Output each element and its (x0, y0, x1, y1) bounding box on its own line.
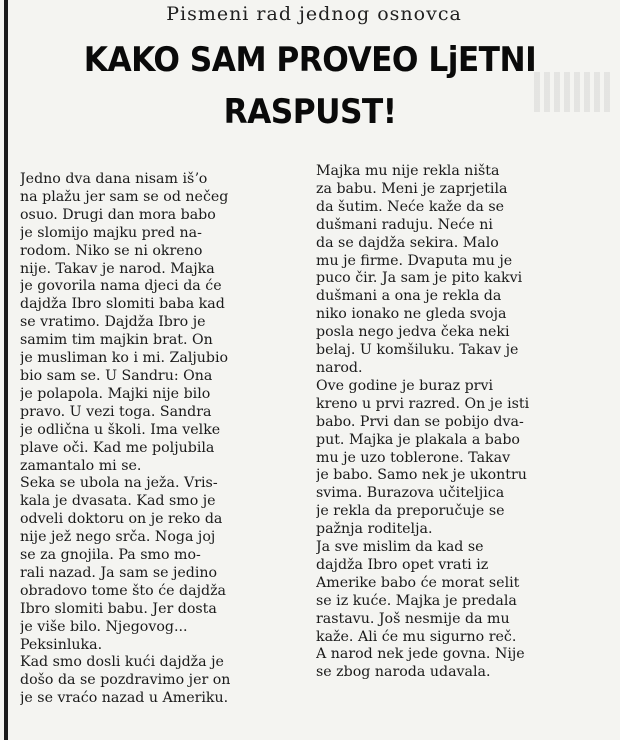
text-line: nije. Takav je narod. Majka (20, 260, 215, 277)
text-line: je rekla da preporučuje se (316, 503, 505, 520)
text-line: pravo. U vezi toga. Sandra (20, 403, 212, 420)
text-line: se vratimo. Dajdža Ibro je (20, 314, 206, 331)
left-column (20, 171, 308, 708)
text-line: puco čir. Ja sam je pito kakvi (316, 270, 523, 287)
text-line: da se dajdža sekira. Malo (316, 234, 499, 251)
text-line: kreno u prvi razred. On je isti (316, 395, 530, 412)
text-line: se za gnojila. Pa smo mo- (20, 547, 201, 564)
text-line: za babu. Meni je zaprjetila (316, 180, 508, 197)
text-line: Ja sve mislim da kad se (316, 539, 484, 556)
text-line: A narod nek jede govna. Nije (316, 646, 525, 663)
text-line: dušmani raduju. Neće ni (316, 216, 493, 233)
text-line: je musliman ko i mi. Zaljubio (20, 350, 229, 367)
text-line: nije jež nego srča. Noga joj (20, 529, 216, 546)
text-line: došo da se pozdravimo jer on (20, 672, 231, 689)
text-line: niko ionako ne gleda svoja (316, 306, 507, 323)
text-line: dajdža Ibro opet vrati iz (316, 556, 489, 573)
text-line: osuo. Drugi dan mora babo (20, 206, 216, 223)
headline-line-2: RASPUST! (223, 92, 397, 132)
text-line: zamantalo mi se. (20, 457, 142, 474)
text-line: narod. (316, 359, 363, 376)
kicker-line: Pismeni rad jednog osnovca (166, 3, 462, 25)
text-line: Ibro slomiti babu. Jer dosta (20, 600, 217, 617)
text-line: je se vraćo nazad u Ameriku. (20, 690, 229, 707)
text-line: da šutim. Neće kaže da se (316, 198, 505, 215)
text-line: svima. Burazova učiteljica (316, 485, 505, 502)
text-line: dušmani a ona je rekla da (316, 288, 502, 305)
text-line: plave oči. Kad me poljubila (20, 439, 215, 456)
headline-line-1: KAKO SAM PROVEO LjETNI (83, 40, 537, 80)
article-headline (43, 34, 577, 138)
text-line: Ove godine je buraz prvi (316, 377, 494, 394)
text-line: obradovo tome što će dajdža (20, 582, 226, 599)
text-line: je babo. Samo nek je ukontru (316, 467, 527, 484)
column-rule (4, 0, 8, 740)
text-line: Seka se ubola na ježa. Vris- (20, 475, 218, 492)
text-line: rastavu. Još nesmije da mu (316, 610, 510, 627)
text-line: je više bilo. Njegovog... (20, 618, 188, 635)
text-line: pažnja roditelja. (316, 521, 433, 538)
text-line: belaj. U komšiluku. Takav je (316, 342, 519, 359)
text-line: Peksinluka. (20, 636, 103, 653)
text-line: na plažu jer sam se od nečeg (20, 188, 229, 205)
text-line: je slomijo majku pred na- (20, 224, 202, 241)
text-line: je odlična u školi. Ima velke (20, 421, 221, 438)
text-line: Amerike babo će morat selit (316, 574, 520, 591)
text-line: put. Majka je plakala a babo (316, 431, 520, 448)
text-line: Kad smo dosli kući dajdža je (20, 654, 224, 671)
right-column (316, 163, 604, 682)
text-line: se iz kuće. Majka je predala (316, 592, 517, 609)
text-line: Jedno dva dana nisam išʼo (20, 171, 208, 187)
text-line: bio sam se. U Sandru: Ona (20, 367, 213, 384)
text-line: rali nazad. Ja sam se jedino (20, 564, 218, 581)
text-line: mu je firme. Dvaputa mu je (316, 252, 513, 269)
text-line: samim tim majkin brat. On (20, 332, 213, 349)
text-line: Majka mu nije rekla ništa (316, 163, 500, 179)
text-line: rodom. Niko se ni okreno (20, 242, 203, 259)
text-line: posla nego jedva čeka neki (316, 324, 510, 341)
text-line: babo. Prvi dan se pobijo dva- (316, 413, 524, 430)
text-line: kaže. Ali će mu sigurno reč. (316, 628, 517, 645)
text-line: je polapola. Majki nije bilo (20, 385, 211, 402)
text-line: kala je dvasata. Kad smo je (20, 493, 216, 510)
text-line: mu je uzo toblerone. Takav (316, 449, 511, 466)
text-line: odveli doktoru on je reko da (20, 511, 223, 528)
text-line: se zbog naroda udavala. (316, 664, 491, 681)
text-line: dajdža Ibro slomiti baba kad (20, 296, 225, 313)
text-line: je govorila nama djeci da će (20, 278, 222, 295)
